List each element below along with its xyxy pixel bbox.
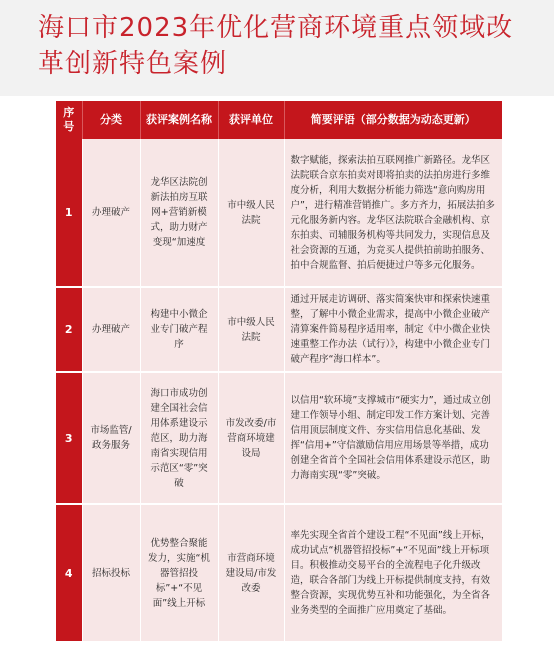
table-row xyxy=(56,372,502,504)
header-category: 分类 xyxy=(82,101,140,139)
row-case-name: 海口市成功创建全国社会信用体系建设示范区，助力海南省实现信用示范区“零”突破 xyxy=(140,372,218,504)
header-case-name: 获评案例名称 xyxy=(140,101,218,139)
header-seq: 序号 xyxy=(56,101,82,139)
cases-table xyxy=(56,101,503,643)
row-seq: 4 xyxy=(56,504,82,642)
row-unit: 市发改委/市营商环境建设局 xyxy=(218,372,284,504)
row-case-name: 构建中小微企业专门破产程序 xyxy=(140,287,218,372)
row-comment: 率先实现全省首个建设工程“不见面”线上开标，成功试点“机器管招投标”+“不见面”线上开标项目。积极推动交易平台的全流程电子化升级改造，联合各部门为线上开标提供制度支持，有效整合资源，实现优势互补和功能强化，为全省各业务类型的全面推广应用奠定了基础。 xyxy=(284,504,502,642)
row-seq: 1 xyxy=(56,139,82,287)
title-banner xyxy=(0,0,554,96)
row-seq: 2 xyxy=(56,287,82,372)
page-title: 海口市2023年优化营商环境重点领域改革创新特色案例 xyxy=(38,13,514,79)
row-unit: 市中级人民法院 xyxy=(218,139,284,287)
row-seq: 3 xyxy=(56,372,82,504)
row-comment: 以信用“软环境”支撑城市“硬实力”，通过成立创建工作领导小组、制定印发工作方案计划、完善信用顶层制度文件、夯实信用信息化基础、发挥“信用+”守信激励信用应用场景等举措，成功创建全省首个全国社会信用体系建设示范区，助力海南实现“零”突破。 xyxy=(284,372,502,504)
table-row xyxy=(56,287,502,372)
row-comment: 通过开展走访调研、落实简案快审和探索快速重整，了解中小微企业需求，提高中小微企业破产清算案件简易程序适用率，制定《中小微企业快速重整工作办法（试行）》，构建中小微企业专门破产程序“海口样本”。 xyxy=(284,287,502,372)
row-case-name: 龙华区法院创新法拍房互联网+营销新模式，助力财产变现“加速度 xyxy=(140,139,218,287)
row-case-name: 优势整合聚能发力，实施“机器管招投标”+“不见面”线上开标 xyxy=(140,504,218,642)
header-comment: 简要评语（部分数据为动态更新） xyxy=(284,101,502,139)
row-category: 招标投标 xyxy=(82,504,140,642)
row-category: 办理破产 xyxy=(82,287,140,372)
row-unit: 市营商环境建设局/市发改委 xyxy=(218,504,284,642)
table-row xyxy=(56,139,502,287)
header-unit: 获评单位 xyxy=(218,101,284,139)
table-header-row xyxy=(56,101,502,139)
row-comment: 数字赋能，探索法拍互联网推广新路径。龙华区法院联合京东拍卖对即将拍卖的法拍房进行多维度分析，利用大数据分析能力筛选“意向购房用户”，进行精准营销推广。多方齐力，拓展法拍多元化服务新内容。龙华区法院联合金融机构、京东拍卖、司辅服务机构等共同发力，实现信息及社会资源的互通，为竞买人提供拍前助拍服务、拍中合规监督、拍后便捷过户等多元化服务。 xyxy=(284,139,502,287)
row-unit: 市中级人民法院 xyxy=(218,287,284,372)
row-category: 市场监管/政务服务 xyxy=(82,372,140,504)
row-category: 办理破产 xyxy=(82,139,140,287)
table-row xyxy=(56,504,502,642)
